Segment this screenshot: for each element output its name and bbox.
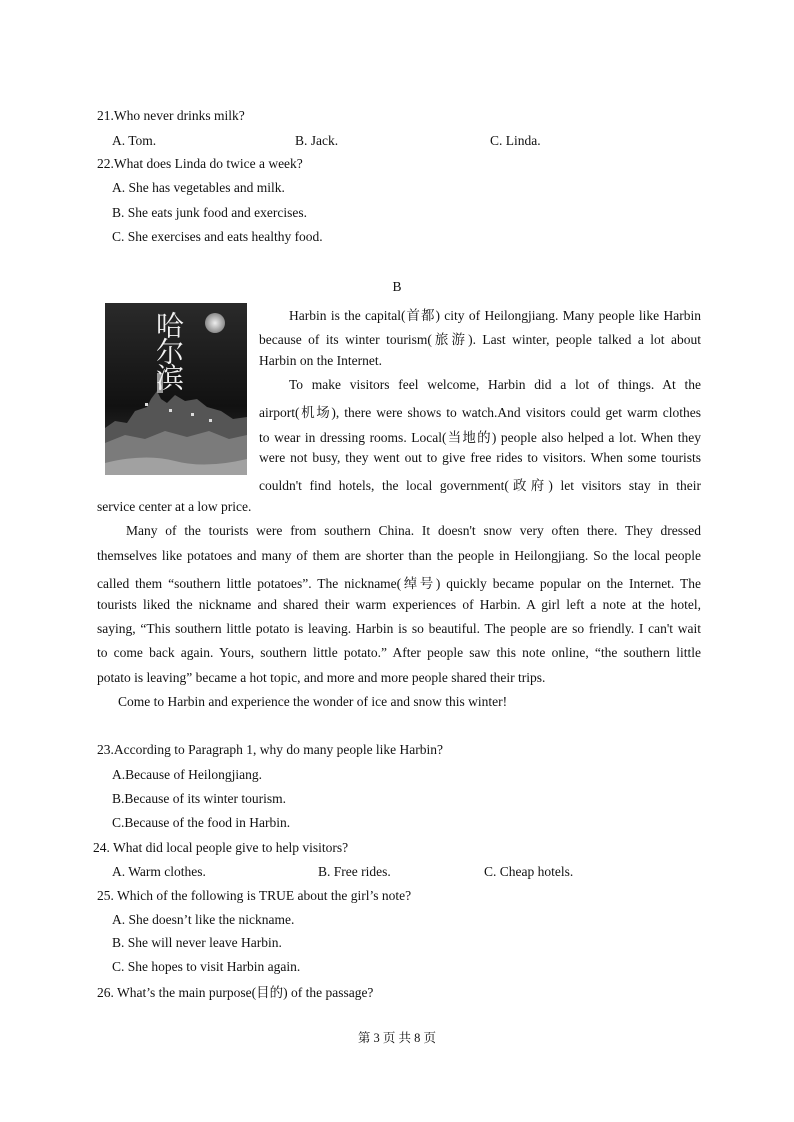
passage-p3-line-3: called them “southern little potatoes”. The nickname(绰号) quickly became popular on the Internet. The (97, 576, 701, 591)
passage-p3-line-4: tourists liked the nickname and shared their warm experiences of Harbin. A girl left a note at the hotel, (97, 597, 701, 612)
question-21-stem: 21.Who never drinks milk? (97, 108, 245, 123)
question-23-option-b: B.Because of its winter tourism. (112, 791, 286, 806)
question-22-stem: 22.What does Linda do twice a week? (97, 156, 303, 171)
passage-p1-line-3: Harbin on the Internet. (259, 353, 382, 368)
question-23-option-c: C.Because of the food in Harbin. (112, 815, 291, 830)
question-21-option-c: C. Linda. (490, 133, 541, 148)
harbin-poster-image (105, 303, 247, 475)
passage-p1-line-2: because of its winter tourism(旅游). Last winter, people talked a lot about (259, 332, 701, 347)
question-25-option-b: B. She will never leave Harbin. (112, 935, 282, 950)
passage-p3-line-2: themselves like potatoes and many of them are shorter than the people in Heilongjiang. So the local people (97, 548, 701, 563)
question-23-stem: 23.According to Paragraph 1, why do many people like Harbin? (97, 742, 444, 757)
passage-p2-line-4: were not busy, they went out to give free rides to visitors. When some tourists (259, 450, 701, 465)
question-24-option-c: C. Cheap hotels. (484, 864, 574, 879)
question-21-option-b: B. Jack. (295, 133, 339, 148)
question-22-option-b: B. She eats junk food and exercises. (112, 205, 307, 220)
question-25-option-c: C. She hopes to visit Harbin again. (112, 959, 301, 974)
passage-p2-line-1: To make visitors feel welcome, Harbin did a lot of things. At the (289, 377, 701, 392)
question-24-option-a: A. Warm clothes. (112, 864, 206, 879)
passage-p2-line-3: to wear in dressing rooms. Local(当地的) people also helped a lot. When they (259, 430, 701, 445)
question-24-option-b: B. Free rides. (318, 864, 391, 879)
page-footer: 第 3 页 共 8 页 (357, 1031, 437, 1045)
question-24-stem: 24. What did local people give to help visitors? (93, 840, 349, 855)
question-26-stem: 26. What’s the main purpose(目的) of the passage? (97, 985, 374, 1000)
question-22-option-a: A. She has vegetables and milk. (112, 180, 285, 195)
question-21-option-a: A. Tom. (112, 133, 157, 148)
section-heading: B (392, 279, 402, 294)
passage-p1-line-1: Harbin is the capital(首都) city of Heilongjiang. Many people like Harbin (289, 308, 701, 323)
passage-p3-line-5: saying, “This southern little potato is leaving. Harbin is so beautiful. The people are so friendly. I can't wait (97, 621, 701, 636)
question-25-option-a: A. She doesn’t like the nickname. (112, 912, 295, 927)
poster-title: 哈尔滨 (152, 311, 185, 389)
question-25-stem: 25. Which of the following is TRUE about the girl’s note? (97, 888, 412, 903)
passage-p2-line-5: couldn't find hotels, the local government(政府) let visitors stay in their (259, 478, 701, 493)
passage-p3-line-1: Many of the tourists were from southern China. It doesn't snow very often there. They dressed (126, 523, 701, 538)
question-22-option-c: C. She exercises and eats healthy food. (112, 229, 323, 244)
passage-p3-line-7: potato is leaving” became a hot topic, and more and more people shared their trips. (97, 670, 546, 685)
question-23-option-a: A.Because of Heilongjiang. (112, 767, 262, 782)
passage-p2-line-6: service center at a low price. (97, 499, 252, 514)
passage-p4-line-1: Come to Harbin and experience the wonder of ice and snow this winter! (118, 694, 508, 709)
passage-p3-line-6: to come back again. Yours, southern little potato.” After people saw this note online, “the southern little (97, 645, 701, 660)
passage-p2-line-2: airport(机场), there were shows to watch.And visitors could get warm clothes (259, 405, 701, 420)
